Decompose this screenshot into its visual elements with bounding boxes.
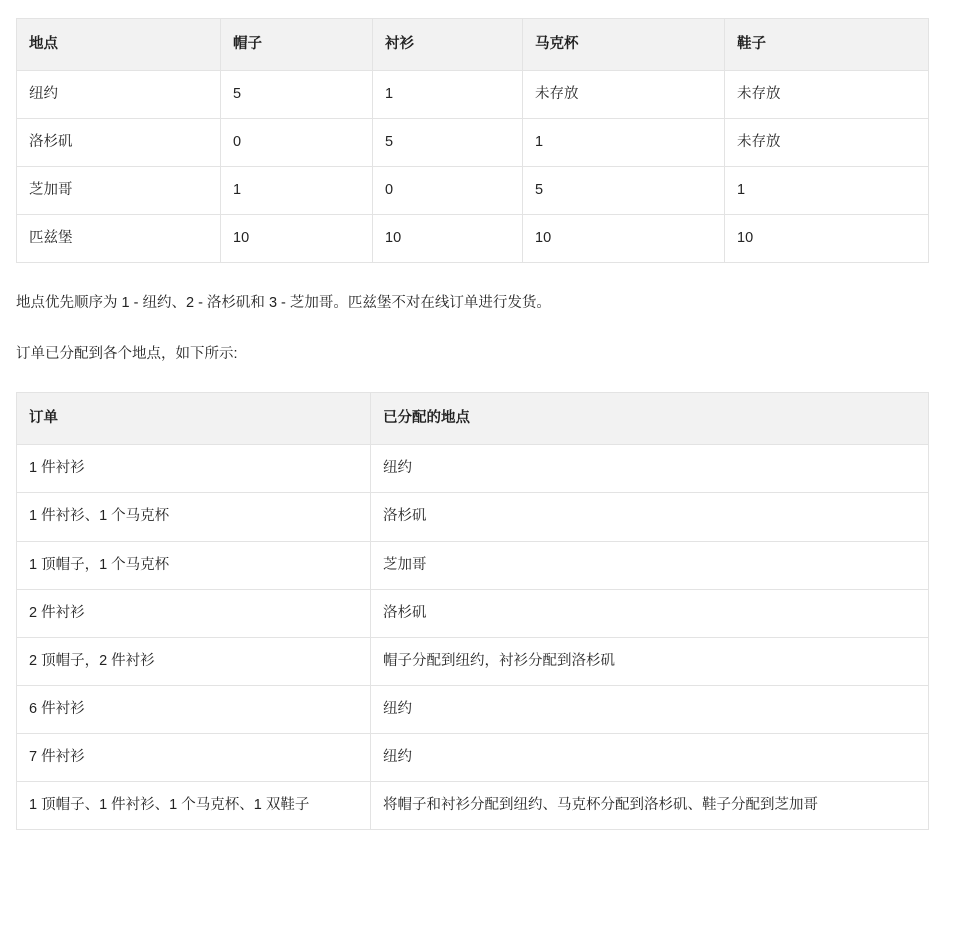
order-cell-location: 帽子分配到纽约，衬衫分配到洛杉矶 — [371, 637, 929, 685]
order-cell-items: 1 件衬衫、1 个马克杯 — [17, 493, 371, 541]
inventory-cell-hats: 5 — [221, 71, 373, 119]
table-header-row — [17, 19, 929, 71]
inventory-cell-hats: 1 — [221, 167, 373, 215]
orders-table-body — [17, 445, 929, 829]
inventory-cell-location: 匹兹堡 — [17, 215, 221, 263]
table-row — [17, 637, 929, 685]
order-cell-items: 1 件衬衫 — [17, 445, 371, 493]
inventory-table — [16, 18, 929, 263]
table-row — [17, 71, 929, 119]
orders-table — [16, 392, 929, 829]
inventory-cell-location: 纽约 — [17, 71, 221, 119]
order-cell-location: 芝加哥 — [371, 541, 929, 589]
order-cell-location: 纽约 — [371, 733, 929, 781]
order-cell-items: 2 顶帽子，2 件衬衫 — [17, 637, 371, 685]
inventory-cell-shirts: 0 — [373, 167, 523, 215]
inventory-cell-shirts: 5 — [373, 119, 523, 167]
inventory-cell-shirts: 10 — [373, 215, 523, 263]
table-row — [17, 119, 929, 167]
orders-intro-paragraph: 订单已分配到各个地点，如下所示: — [16, 346, 238, 363]
order-cell-items: 2 件衬衫 — [17, 589, 371, 637]
inventory-cell-shoes: 未存放 — [725, 119, 929, 167]
inventory-cell-shoes: 未存放 — [725, 71, 929, 119]
orders-header-order: 订单 — [17, 393, 371, 445]
order-cell-location: 纽约 — [371, 445, 929, 493]
table-row — [17, 493, 929, 541]
order-cell-items: 1 顶帽子、1 件衬衫、1 个马克杯、1 双鞋子 — [17, 781, 371, 829]
inventory-cell-hats: 10 — [221, 215, 373, 263]
inventory-cell-location: 芝加哥 — [17, 167, 221, 215]
inventory-cell-shirts: 1 — [373, 71, 523, 119]
order-cell-location: 将帽子和衬衫分配到纽约、马克杯分配到洛杉矶、鞋子分配到芝加哥 — [371, 781, 929, 829]
inventory-cell-shoes: 10 — [725, 215, 929, 263]
inventory-cell-mugs: 未存放 — [523, 71, 725, 119]
order-cell-location: 洛杉矶 — [371, 589, 929, 637]
priority-paragraph: 地点优先顺序为 1 - 纽约、2 - 洛杉矶和 3 - 芝加哥。匹兹堡不对在线订单进行发货。 — [16, 295, 551, 312]
table-header-row — [17, 393, 929, 445]
inventory-header-mugs: 马克杯 — [523, 19, 725, 71]
inventory-header-location: 地点 — [17, 19, 221, 71]
orders-header-assigned-location: 已分配的地点 — [371, 393, 929, 445]
order-cell-location: 纽约 — [371, 685, 929, 733]
table-row — [17, 445, 929, 493]
inventory-cell-mugs: 1 — [523, 119, 725, 167]
inventory-cell-shoes: 1 — [725, 167, 929, 215]
inventory-cell-mugs: 5 — [523, 167, 725, 215]
order-cell-items: 1 顶帽子，1 个马克杯 — [17, 541, 371, 589]
orders-table-header — [17, 393, 929, 445]
table-row — [17, 685, 929, 733]
order-cell-items: 6 件衬衫 — [17, 685, 371, 733]
inventory-table-header — [17, 19, 929, 71]
table-row — [17, 215, 929, 263]
inventory-cell-mugs: 10 — [523, 215, 725, 263]
table-row — [17, 733, 929, 781]
inventory-header-shoes: 鞋子 — [725, 19, 929, 71]
orders-table-wrapper — [16, 392, 944, 829]
inventory-cell-location: 洛杉矶 — [17, 119, 221, 167]
inventory-table-body — [17, 71, 929, 263]
table-row — [17, 541, 929, 589]
table-row — [17, 781, 929, 829]
order-cell-items: 7 件衬衫 — [17, 733, 371, 781]
order-cell-location: 洛杉矶 — [371, 493, 929, 541]
inventory-cell-hats: 0 — [221, 119, 373, 167]
inventory-header-hats: 帽子 — [221, 19, 373, 71]
table-row — [17, 167, 929, 215]
inventory-header-shirts: 衬衫 — [373, 19, 523, 71]
table-row — [17, 589, 929, 637]
